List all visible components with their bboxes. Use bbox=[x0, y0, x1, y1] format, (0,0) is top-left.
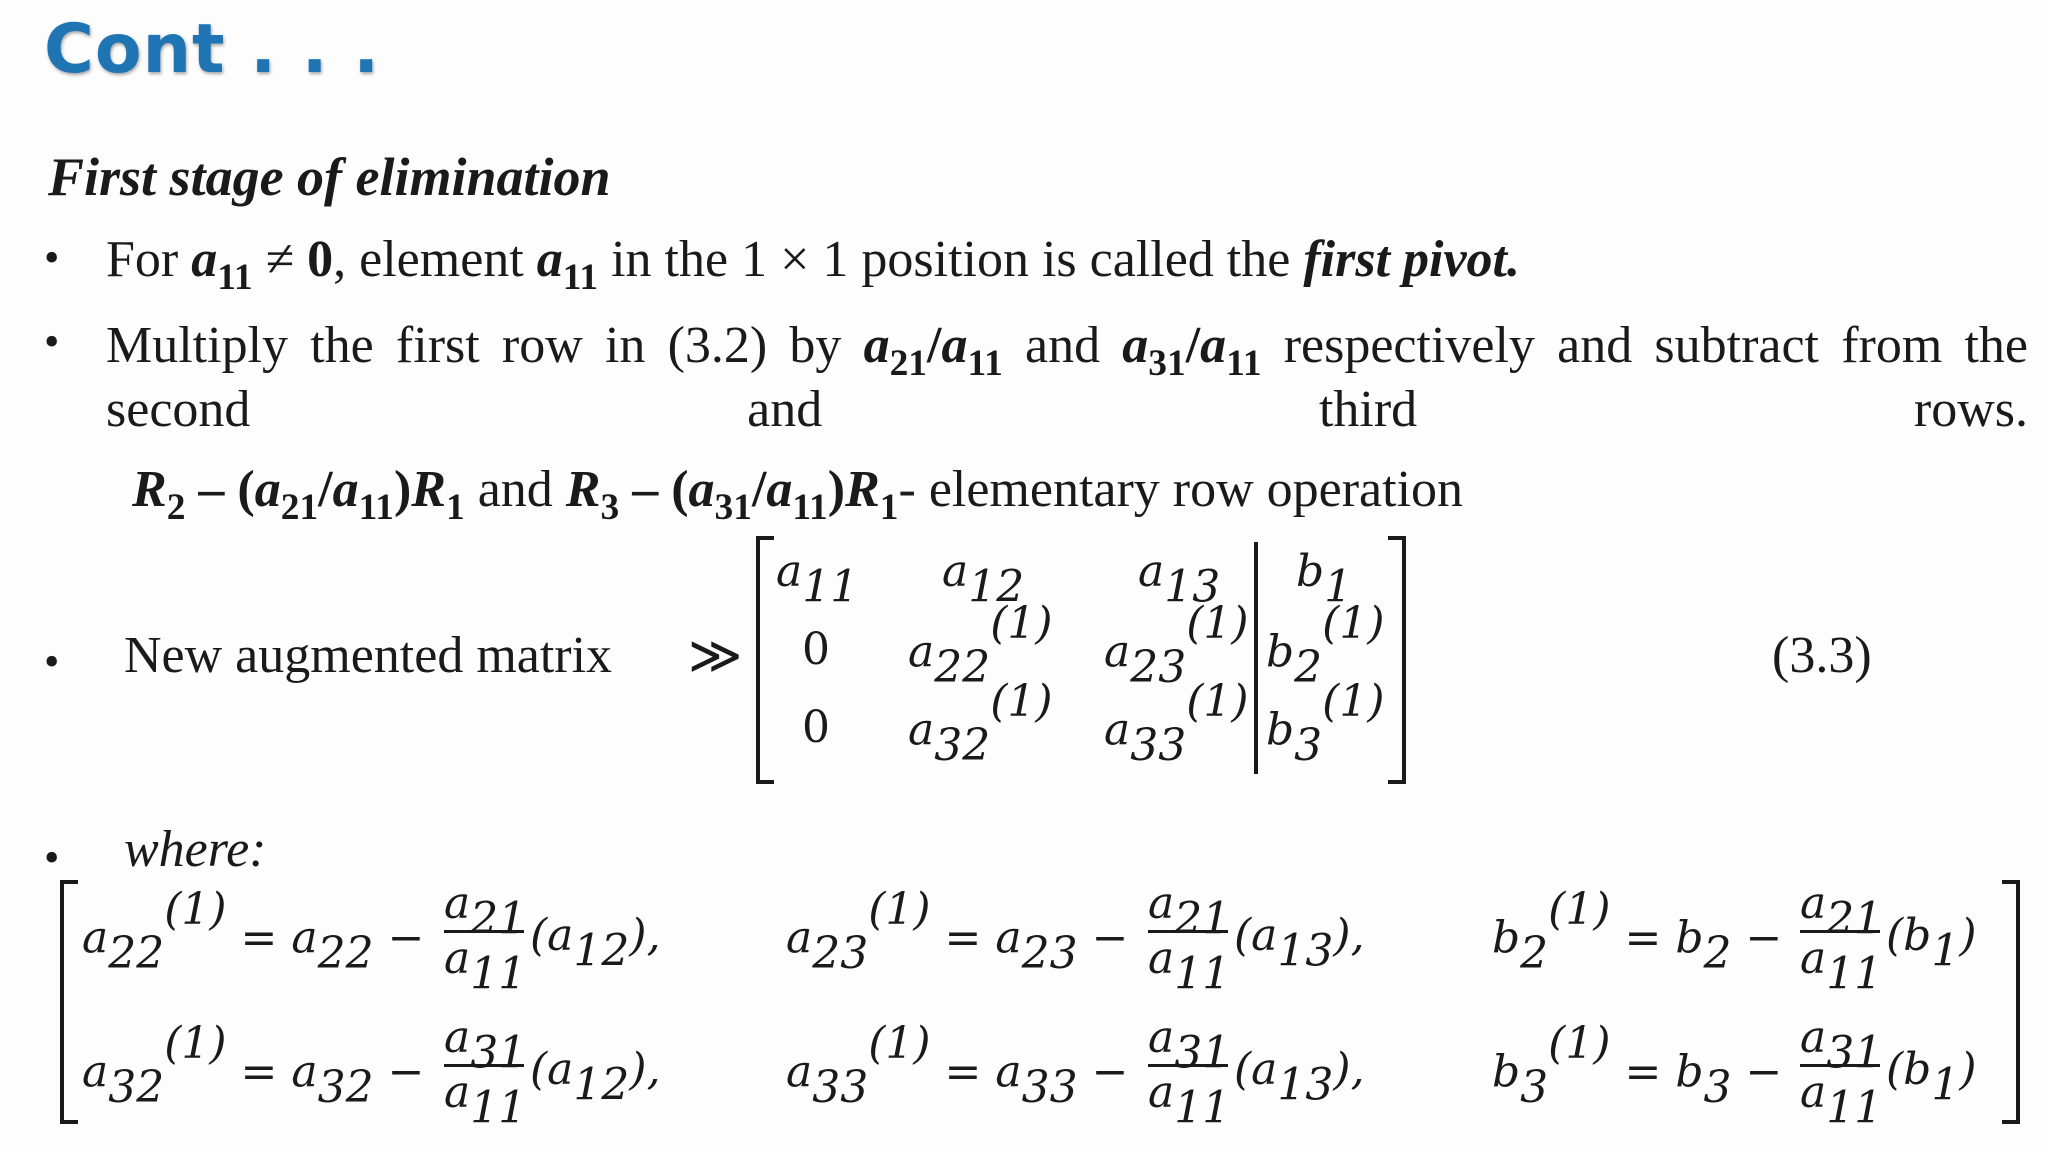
equation-b2: $b_2^{(1)} = b_2$ − bbox=[1492, 884, 1783, 979]
matrix-cell: $a_{32}^{(1)}$ bbox=[908, 676, 1053, 771]
slide-title: Cont . . . bbox=[44, 10, 381, 89]
bullet-marker: • bbox=[44, 637, 60, 686]
fraction-a21-a11: $a_{21}$ $a_{11}$ bbox=[1148, 878, 1231, 1000]
equation-b3: $b_3^{(1)} = b_3$ − bbox=[1492, 1018, 1783, 1113]
right-bracket bbox=[1388, 536, 1406, 784]
equation-a32: $a_{32}^{(1)} = a_{32}$ − bbox=[82, 1018, 425, 1113]
equation-tail: $(a_{12})$, bbox=[530, 1044, 661, 1111]
bullet-marker: • bbox=[44, 317, 60, 366]
section-heading: First stage of elimination bbox=[48, 147, 611, 207]
equation-a22: $a_{22}^{(1)} = a_{22}$ − bbox=[82, 884, 425, 979]
matrix-cell: $a_{33}^{(1)}$ bbox=[1104, 676, 1249, 771]
augmented-matrix bbox=[756, 536, 1406, 784]
left-bracket bbox=[60, 880, 78, 1124]
bullet-marker: • bbox=[44, 833, 60, 882]
matrix-cell: $a_{13}$ bbox=[1138, 546, 1221, 613]
right-bracket bbox=[2002, 880, 2020, 1124]
equation-a33: $a_{33}^{(1)} = a_{33}$ − bbox=[786, 1018, 1129, 1113]
equation-tail: $(b_1)$ bbox=[1886, 910, 1977, 977]
bullet-multiply-rows: Multiply the first row in (3.2) by $a_{21}/a_{11}$ and $a_{31}/a_{11}$ respectively and subtract from the second and third rows. bbox=[106, 317, 2028, 438]
augmented-matrix-label: New augmented matrix bbox=[124, 627, 613, 684]
update-equations bbox=[60, 878, 2020, 1134]
fraction-a31-a11: $a_{31}$ $a_{11}$ bbox=[444, 1012, 527, 1134]
matrix-cell: 0 bbox=[802, 624, 830, 675]
equation-tail: $(a_{13})$, bbox=[1234, 1044, 1365, 1111]
fraction-a21-a11: $a_{21}$ $a_{11}$ bbox=[1800, 878, 1883, 1000]
augment-divider bbox=[1254, 542, 1258, 774]
fraction-a31-a11: $a_{31}$ $a_{11}$ bbox=[1148, 1012, 1231, 1134]
equation-number: (3.3) bbox=[1772, 627, 1872, 684]
much-greater-sign: ≫ bbox=[688, 628, 743, 685]
left-bracket bbox=[756, 536, 774, 784]
bullet-marker: • bbox=[44, 233, 60, 282]
matrix-cell: $b_2^{(1)}$ bbox=[1266, 598, 1385, 693]
matrix-cell: $b_1$ bbox=[1296, 546, 1353, 613]
matrix-cell: $a_{23}^{(1)}$ bbox=[1104, 598, 1249, 693]
fraction-a21-a11: $a_{21}$ $a_{11}$ bbox=[444, 878, 527, 1000]
row-operation: $R_2 - (a_{21}/a_{11})R_1$ and $R_3 - (a_{31}/a_{11})R_1-$ elementary row operation bbox=[132, 461, 1464, 529]
matrix-cell: $a_{11}$ bbox=[776, 546, 859, 613]
bullet-first-pivot: For $a_{11} \ne 0$, element $a_{11}$ in the 1 × 1 position is called the first pivot. bbox=[106, 231, 1521, 299]
equation-a23: $a_{23}^{(1)} = a_{23}$ − bbox=[786, 884, 1129, 979]
equation-tail: $(a_{12})$, bbox=[530, 910, 661, 977]
matrix-cell: $a_{12}$ bbox=[942, 546, 1025, 613]
fraction-a31-a11: $a_{31}$ $a_{11}$ bbox=[1800, 1012, 1883, 1134]
where-label: where: bbox=[124, 821, 267, 878]
matrix-cell: $b_3^{(1)}$ bbox=[1266, 676, 1385, 771]
matrix-cell: 0 bbox=[802, 702, 830, 753]
matrix-cell: $a_{22}^{(1)}$ bbox=[908, 598, 1053, 693]
equation-tail: $(a_{13})$, bbox=[1234, 910, 1365, 977]
equation-tail: $(b_1)$ bbox=[1886, 1044, 1977, 1111]
